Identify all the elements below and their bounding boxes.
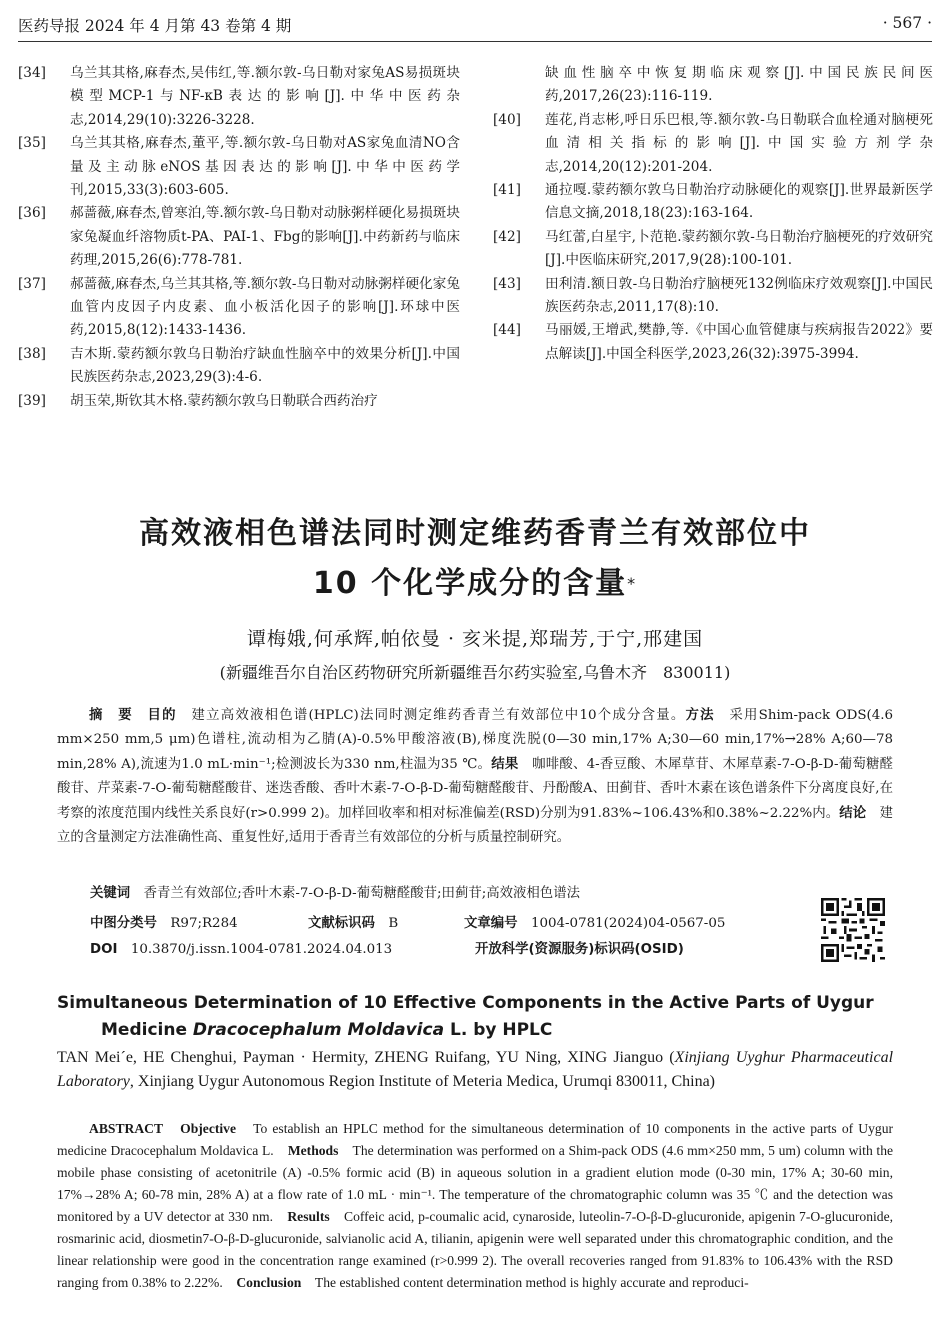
doc-code-field bbox=[308, 912, 398, 931]
conclusion-text: The established content determination method is highly accurate and reproduci- bbox=[314, 1275, 749, 1290]
reference-text: 马红蕾,白星宇,卜范艳.蒙药额尔敦-乌日勒治疗脑梗死的疗效研究[J].中医临床研究,2017,9(28):100-101. bbox=[545, 228, 933, 269]
authors-affiliation: , Xinjiang Uygur Autonomous Region Institute of Meteria Medica, Urumqi 830011, China) bbox=[129, 1073, 716, 1090]
reference-list-left bbox=[18, 62, 460, 413]
keywords-text: 香青兰有效部位;香叶木素-7-O-β-D-葡萄糖醛酸苷;田蓟苷;高效液相色谱法 bbox=[143, 886, 580, 901]
abstract-cn bbox=[57, 704, 893, 850]
qr-code-icon[interactable] bbox=[821, 898, 885, 962]
conclusion-label: 结论 bbox=[839, 805, 867, 821]
reference-item bbox=[493, 179, 933, 226]
running-header bbox=[18, 14, 932, 42]
reference-number: [35] bbox=[18, 135, 46, 152]
methods-label: Methods bbox=[287, 1143, 339, 1158]
title-line-2: 10 个化学成分的含量 bbox=[312, 566, 628, 601]
article-number-value: 1004-0781(2024)04-0567-05 bbox=[530, 916, 726, 931]
page-number: · 567 · bbox=[882, 14, 932, 32]
reference-item bbox=[493, 319, 933, 366]
clc-field bbox=[90, 912, 238, 931]
keywords-cn bbox=[90, 882, 580, 901]
doi-field bbox=[90, 938, 392, 957]
reference-number: [39] bbox=[18, 392, 46, 409]
osid-field bbox=[475, 938, 684, 957]
reference-text: 通拉嘎.蒙药额尔敦乌日勒治疗动脉硬化的观察[J].世界最新医学信息文摘,2018,18(23):163-164. bbox=[545, 182, 933, 222]
clc-value: R97;R284 bbox=[170, 916, 238, 931]
clc-label: 中图分类号 bbox=[90, 916, 157, 931]
reference-number: [44] bbox=[493, 322, 521, 339]
keywords-label: 关键词 bbox=[90, 886, 131, 901]
article-title-en bbox=[57, 990, 917, 1044]
results-label: Results bbox=[287, 1209, 330, 1224]
reference-text: 吉木斯.蒙药额尔敦乌日勒治疗缺血性脑卒中的效果分析[J].中国民族医药杂志,2023,29(3):4-6. bbox=[70, 345, 460, 386]
osid-label: 开放科学(资源服务)标识码(OSID) bbox=[475, 942, 684, 957]
reference-text: 缺血性脑卒中恢复期临床观察[J].中国民族民间医药,2017,26(23):116-119. bbox=[545, 65, 933, 105]
reference-item bbox=[18, 62, 460, 132]
reference-number: [38] bbox=[18, 345, 46, 362]
conclusion-label: Conclusion bbox=[236, 1275, 302, 1290]
title-line-2-post: L. by HPLC bbox=[444, 1020, 553, 1040]
reference-item bbox=[493, 62, 933, 109]
objective-text: 建立高效液相色谱(HPLC)法同时测定维药香青兰有效部位中10个成分含量。 bbox=[191, 708, 686, 723]
reference-number: [34] bbox=[18, 65, 46, 81]
affiliation-cn: (新疆维吾尔自治区药物研究所新疆维吾尔药实验室,乌鲁木齐 830011) bbox=[219, 663, 731, 682]
reference-item bbox=[18, 343, 460, 390]
title-species: Dracocephalum Moldavica bbox=[192, 1020, 445, 1040]
abstract-label: ABSTRACT bbox=[89, 1121, 164, 1136]
reference-text: 莲花,肖志彬,呼日乐巴根,等.额尔敦-乌日勒联合血栓通对脑梗死血清相关指标的影响[J].中国实验方剂学杂志,2014,20(12):201-204. bbox=[545, 111, 933, 175]
reference-item bbox=[18, 132, 460, 202]
reference-item bbox=[493, 109, 933, 179]
article-number-label: 文章编号 bbox=[464, 916, 518, 931]
abstract-label: 摘 要 bbox=[89, 708, 133, 723]
reference-item bbox=[18, 273, 460, 343]
title-line-2-pre: Medicine bbox=[101, 1020, 193, 1040]
objective-text: To establish an HPLC method for the simultaneous determination of 10 components in the active parts of Uygur medicine Dracocephalum Moldavica L. bbox=[57, 1121, 894, 1158]
objective-label: Objective bbox=[180, 1121, 236, 1136]
objective-label: 目的 bbox=[147, 708, 177, 723]
reference-item bbox=[493, 226, 933, 273]
author-list-cn: 谭梅娥,何承辉,帕依曼 · 亥米提,郑瑞芳,于宁,邢建国 bbox=[246, 628, 704, 650]
conclusion-text: 建立的含量测定方法准确性高、重复性好,适用于香青兰有效部位的分析与质量控制研究。 bbox=[57, 805, 894, 846]
funding-mark: * bbox=[627, 574, 638, 593]
results-label: 结果 bbox=[491, 756, 519, 772]
methods-label: 方法 bbox=[685, 708, 715, 723]
author-list-en bbox=[57, 1046, 893, 1094]
doc-code-label: 文献标识码 bbox=[308, 916, 375, 931]
reference-text: 郝蔷薇,麻春杰,乌兰其其格,等.额尔敦-乌日勒对动脉粥样硬化家兔血管内皮因子内皮素、血小板活化因子的影响[J].环球中医药,2015,8(12):1433-1436. bbox=[70, 275, 460, 339]
reference-text: 胡玉荣,斯钦其木格.蒙药额尔敦乌日勒联合西药治疗 bbox=[70, 392, 378, 409]
reference-number: [36] bbox=[18, 205, 46, 222]
reference-text: 田利清.额日敦-乌日勒治疗脑梗死132例临床疗效观察[J].中国民族医药杂志,2011,17(8):10. bbox=[545, 275, 933, 316]
reference-text: 乌兰其其格,麻春杰,吴伟红,等.额尔敦-乌日勒对家兔AS易损斑块模型MCP-1与NF-κB表达的影响[J].中华中医药杂志,2014,29(10):3226-3228. bbox=[70, 65, 460, 128]
reference-list-right bbox=[493, 62, 933, 366]
article-number-field bbox=[464, 912, 725, 931]
reference-number: [37] bbox=[18, 275, 46, 292]
methods-text: 采用Shim-pack ODS(4.6 mm×250 mm,5 μm)色谱柱,流动相为乙腈(A)-0.5%甲酸溶液(B),梯度洗脱(0—30 min,17% A;30—60 min,17%→28% A;60—78 min,28% A),流速为1.0 mL·min⁻¹;检测波长为330 nm,柱温为35 ℃。 bbox=[57, 708, 894, 772]
results-text: Coffeic acid, p-coumalic acid, cynaroside, luteolin-7-O-β-D-glucuronide, apigenin 7-O-glucuronide, rosmarinic acid, diosmetin7-O-β-D-glucuronide, salvianolic acid A, tilianin, apigenin were well separated under this chromatographic condition, and the linear relationship were good in the concentration range examined (r>0.999 2). The overall recoveries ranged from 91.83% to 106.43% with the RSD ranging from 0.38% to 2.22%. bbox=[57, 1209, 894, 1290]
authors-names: TAN Mei´e, HE Chenghui, Payman · Hermity, ZHENG Ruifang, YU Ning, XING Jianguo ( bbox=[57, 1049, 675, 1066]
doi-label: DOI bbox=[90, 942, 118, 957]
reference-item bbox=[18, 390, 460, 413]
title-line-1: Simultaneous Determination of 10 Effective Components in the Active Parts of Uygur bbox=[57, 993, 874, 1013]
doi-link[interactable]: 10.3870/j.issn.1004-0781.2024.04.013 bbox=[130, 942, 393, 957]
reference-number: [41] bbox=[493, 182, 521, 199]
reference-text: 乌兰其其格,麻春杰,董平,等.额尔敦-乌日勒对AS家兔血清NO含量及主动脉eNOS基因表达的影响[J].中华中医药学刊,2015,33(3):603-605. bbox=[70, 135, 460, 199]
doc-code-value: B bbox=[388, 916, 399, 931]
reference-item bbox=[18, 202, 460, 272]
reference-number: [43] bbox=[493, 275, 521, 292]
reference-text: 郝蔷薇,麻春杰,曾寒泊,等.额尔敦-乌日勒对动脉粥样硬化易损斑块家兔凝血纤溶物质t-PA、PAI-1、Fbg的影响[J].中药新药与临床药理,2015,26(6):778-781. bbox=[70, 205, 460, 269]
reference-text: 马丽媛,王增武,樊静,等.《中国心血管健康与疾病报告2022》要点解读[J].中国全科医学,2023,26(32):3975-3994. bbox=[545, 322, 933, 362]
reference-number: [40] bbox=[493, 111, 521, 128]
authors-lab: Xinjiang Uyghur Pharmaceutical Laboratory bbox=[57, 1049, 894, 1090]
methods-text: The determination was performed on a Shim-pack ODS (4.6 mm×250 mm, 5 um) column with the mobile phase consisting of acetonitrile (A) -0.5% formic acid (B) in aqueous solution in a gradient elution mode (0-30 min, 17% A; 30-60 min, 17%→28% A; 60-78 min, 28% A) at a flow rate of 1.0 mL · min⁻¹. The temperature of the chromatographic column was 35 ℃ and the detection was monitored by a UV detector at 330 nm. bbox=[57, 1143, 894, 1224]
title-line-1: 高效液相色谱法同时测定维药香青兰有效部位中 bbox=[139, 516, 811, 551]
journal-issue: 医药导报 2024 年 4 月第 43 卷第 4 期 bbox=[18, 17, 292, 35]
abstract-en bbox=[57, 1118, 893, 1294]
reference-item bbox=[493, 273, 933, 320]
reference-number: [42] bbox=[493, 228, 521, 245]
results-text: 咖啡酸、4-香豆酸、木犀草苷、木犀草素-7-O-β-D-葡萄糖醛酸苷、芹菜素-7-O-葡萄糖醛酸苷、迷迭香酸、香叶木素-7-O-β-D-葡萄糖醛酸苷、丹酚酸A、田蓟苷、香叶木素在该色谱条件下分离度良好,在考察的浓度范围内线性关系良好(r>0.999 2)。加样回收率和相对标准偏差(RSD)分别为91.83%~106.43%和0.38%~2.22%内。 bbox=[57, 756, 894, 821]
article-title-cn bbox=[0, 509, 950, 609]
